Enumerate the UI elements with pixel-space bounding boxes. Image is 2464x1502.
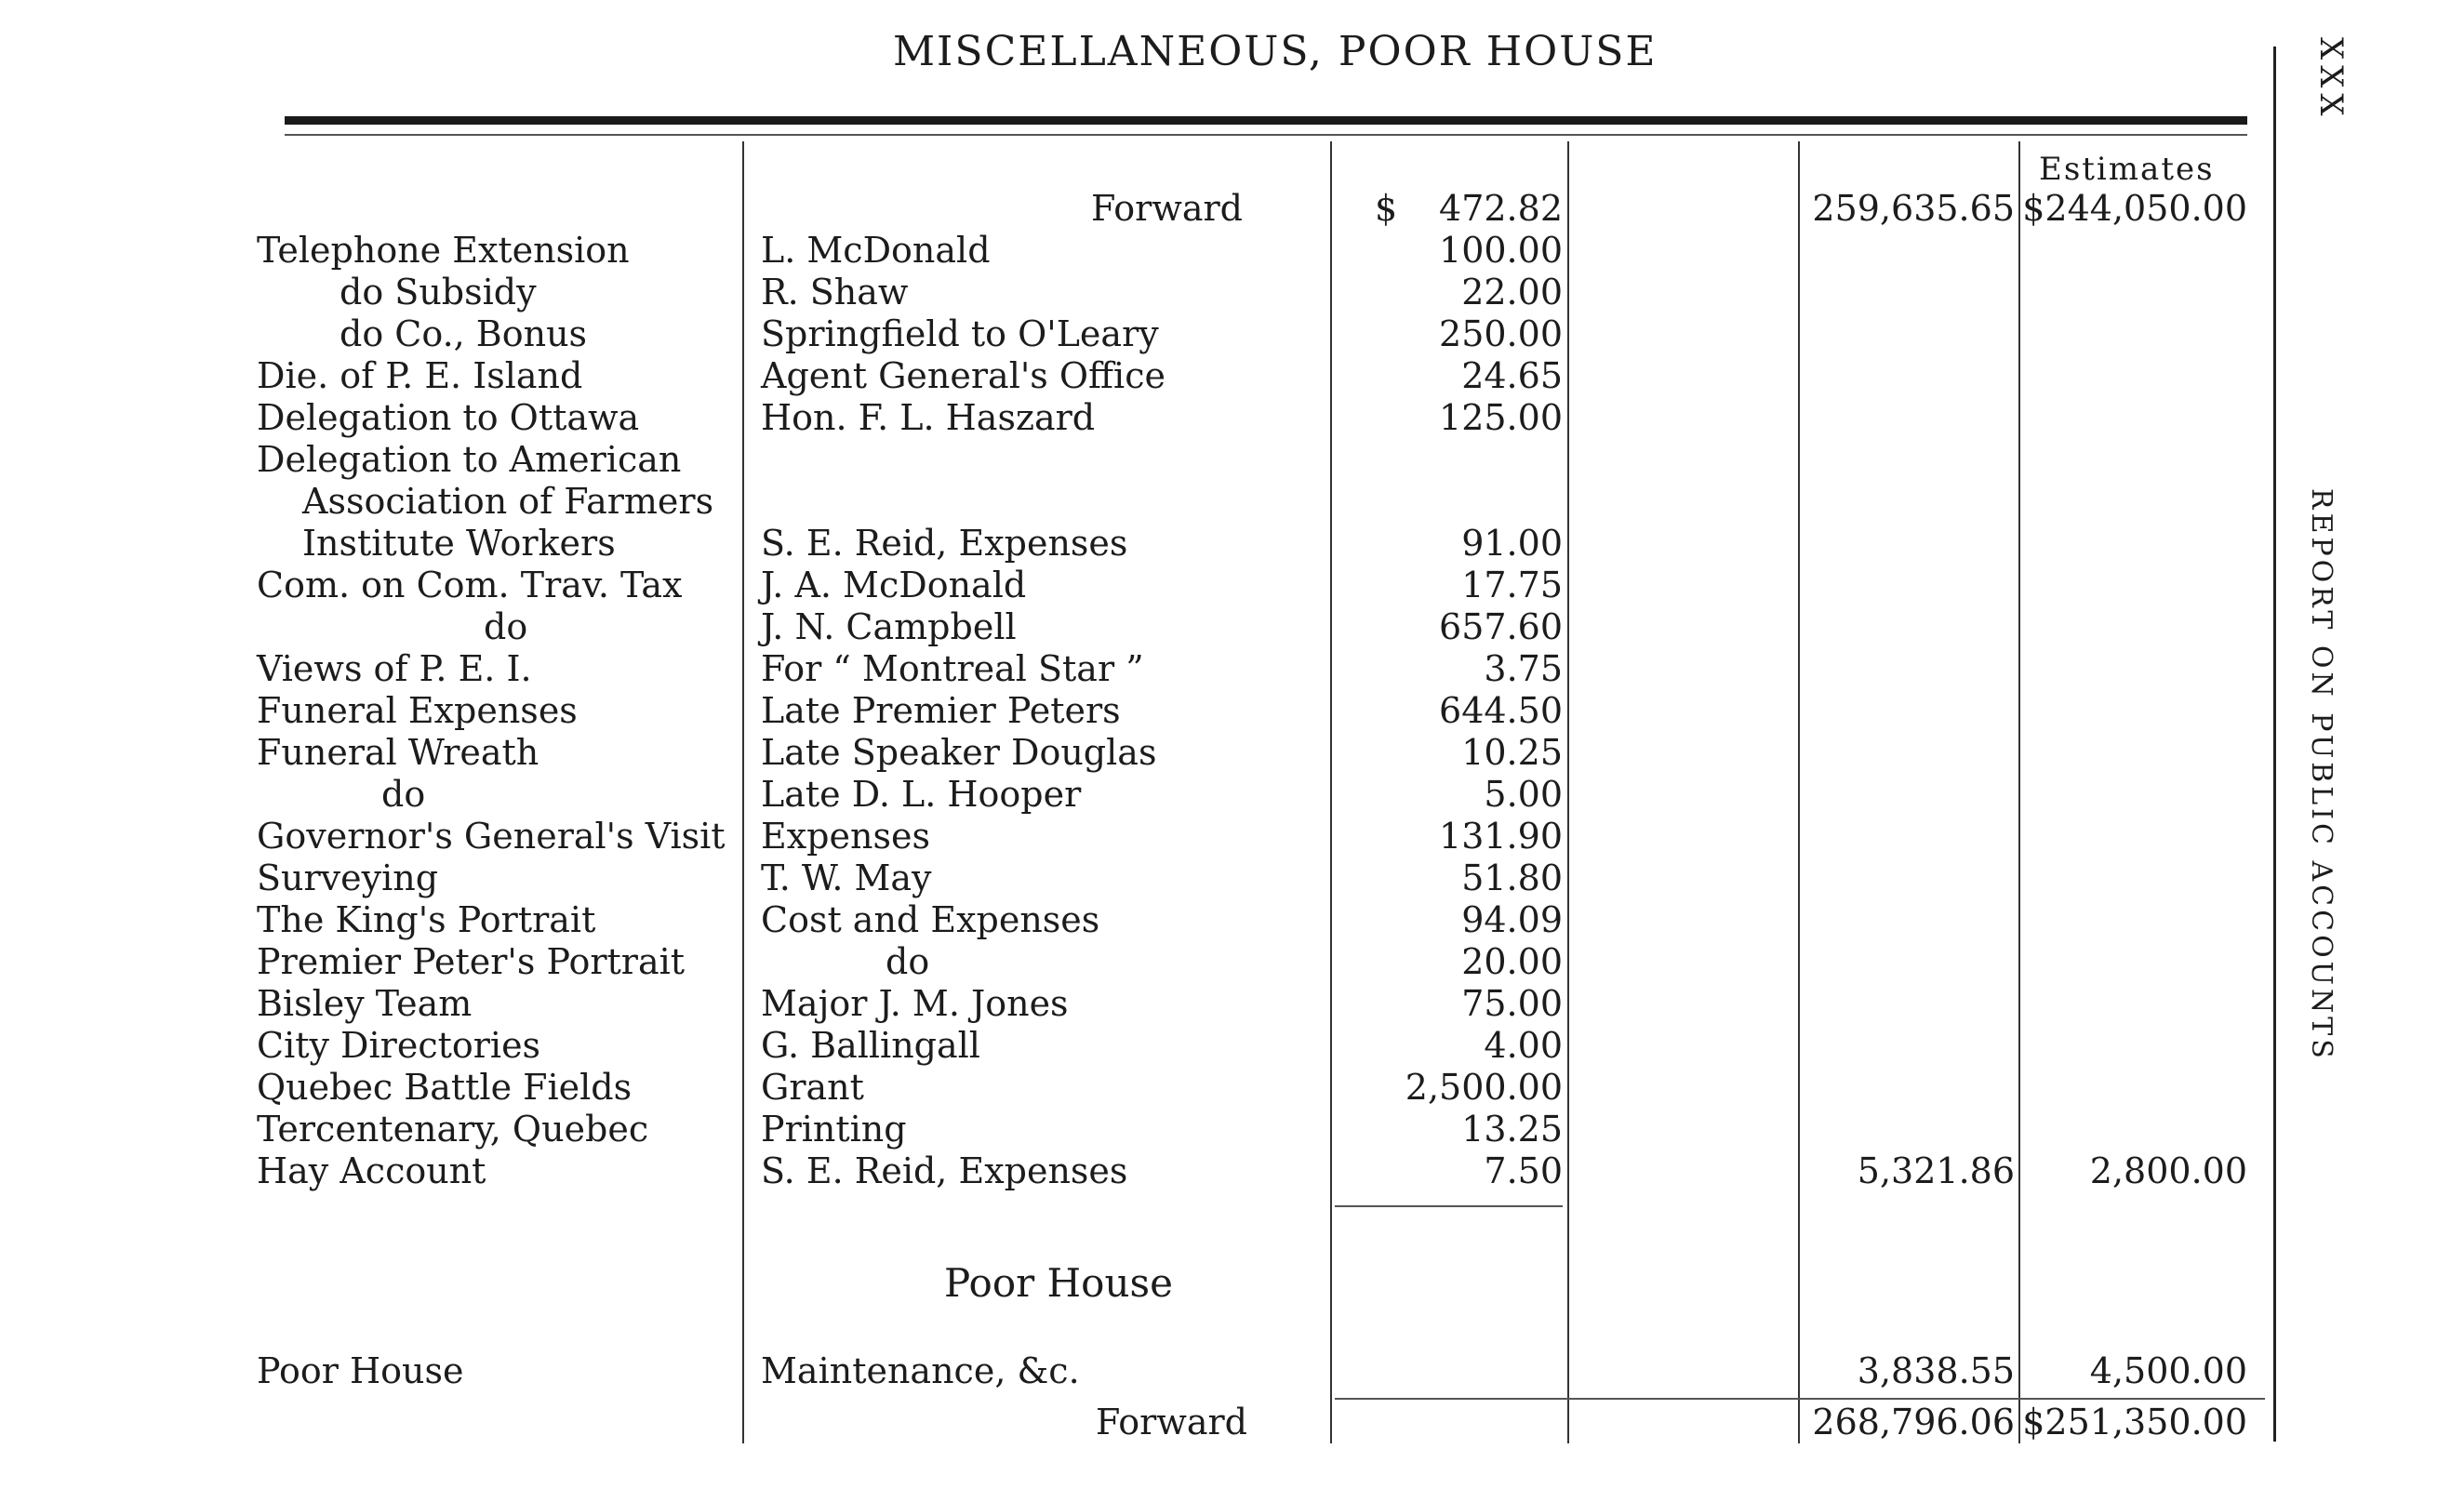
table-row — [0, 523, 2270, 565]
row-payee: Grant — [761, 1067, 864, 1108]
row-amount: 75.00 — [1461, 983, 1563, 1024]
row-amount: 100.00 — [1439, 230, 1563, 271]
row-item: do Co., Bonus — [340, 313, 588, 354]
forward-top-total: 259,635.65 — [1812, 188, 2015, 229]
row-payee: Agent General's Office — [761, 355, 1165, 396]
table-row — [0, 1067, 2270, 1109]
table-row — [0, 397, 2270, 439]
row-amount: 125.00 — [1439, 397, 1563, 438]
row-payee: Late Premier Peters — [761, 690, 1121, 731]
row-amount: 4.00 — [1484, 1025, 1563, 1066]
header-rule-thick — [285, 116, 2247, 125]
row-item: Delegation to Ottawa — [257, 397, 640, 438]
row-amount: 3.75 — [1484, 648, 1563, 689]
poor-house-estimate: 4,500.00 — [2089, 1350, 2247, 1391]
forward-bottom-row — [0, 1402, 2270, 1443]
row-item: Institute Workers — [302, 523, 616, 564]
subtotal-rule — [1335, 1205, 1563, 1207]
row-payee: Major J. M. Jones — [761, 983, 1069, 1024]
page-title: MISCELLANEOUS, POOR HOUSE — [893, 28, 1658, 75]
poor-house-item: Poor House — [257, 1350, 464, 1391]
estimates-header: Estimates — [2039, 151, 2215, 188]
total-rule — [1335, 1398, 2265, 1400]
row-payee: S. E. Reid, Expenses — [761, 1150, 1128, 1191]
table-row — [0, 774, 2270, 816]
table-row — [0, 606, 2270, 648]
row-payee: S. E. Reid, Expenses — [761, 523, 1128, 564]
table-row — [0, 1150, 2270, 1192]
row-payee: Late Speaker Douglas — [761, 732, 1157, 773]
row-amount: 657.60 — [1439, 606, 1563, 647]
row-item: Tercentenary, Quebec — [257, 1109, 649, 1150]
row-item: Quebec Battle Fields — [257, 1067, 633, 1108]
row-item: Views of P. E. I. — [257, 648, 532, 689]
table-row — [0, 565, 2270, 606]
table-row — [0, 899, 2270, 941]
poor-house-payee: Maintenance, &c. — [761, 1350, 1080, 1391]
row-item: Hay Account — [257, 1150, 486, 1191]
row-amount: 2,500.00 — [1405, 1067, 1563, 1108]
forward-bottom-total: 268,796.06 — [1812, 1402, 2015, 1442]
row-amount: 51.80 — [1461, 857, 1563, 898]
row-amount: 5.00 — [1484, 774, 1563, 815]
poor-house-row — [0, 1350, 2270, 1392]
row-payee: L. McDonald — [761, 230, 991, 271]
table-row — [0, 816, 2270, 857]
row-amount: 7.50 — [1484, 1150, 1563, 1191]
section-heading-poor-house: Poor House — [944, 1260, 1173, 1306]
row-item: City Directories — [257, 1025, 541, 1066]
row-payee: Printing — [761, 1109, 907, 1150]
row-payee: J. N. Campbell — [761, 606, 1017, 647]
row-amount: 94.09 — [1461, 899, 1563, 940]
row-payee: do — [886, 941, 930, 982]
row-item: Governor's General's Visit — [257, 816, 726, 857]
table-row — [0, 983, 2270, 1025]
row-amount: 250.00 — [1439, 313, 1563, 354]
row-payee: Expenses — [761, 816, 930, 857]
row-payee: Springfield to O'Leary — [761, 313, 1159, 354]
table-row — [0, 690, 2270, 732]
row-payee: G. Ballingall — [761, 1025, 980, 1066]
table-row — [0, 355, 2270, 397]
forward-top-label: Forward — [1091, 188, 1244, 229]
row-payee: For “ Montreal Star ” — [761, 648, 1144, 689]
table-row — [0, 1109, 2270, 1150]
row-amount: 17.75 — [1461, 565, 1563, 605]
row-payee: Hon. F. L. Haszard — [761, 397, 1096, 438]
side-rule — [2273, 47, 2276, 1442]
side-title: REPORT ON PUBLIC ACCOUNTS — [2305, 488, 2337, 1062]
table-row — [0, 1025, 2270, 1067]
row-estimate: 2,800.00 — [2089, 1150, 2247, 1191]
row-item: Telephone Extension — [257, 230, 630, 271]
row-payee: J. A. McDonald — [761, 565, 1027, 605]
forward-bottom-estimate: $251,350.00 — [2022, 1402, 2247, 1442]
row-amount: 644.50 — [1439, 690, 1563, 731]
row-amount: 131.90 — [1439, 816, 1563, 857]
row-amount: 91.00 — [1461, 523, 1563, 564]
row-amount: 22.00 — [1461, 272, 1563, 312]
table-row — [0, 272, 2270, 313]
row-item: do — [484, 606, 528, 647]
table-row — [0, 313, 2270, 355]
row-item: Funeral Wreath — [257, 732, 539, 773]
row-amount: 20.00 — [1461, 941, 1563, 982]
row-payee: R. Shaw — [761, 272, 909, 312]
row-item: Delegation to American — [257, 439, 682, 480]
table-row — [0, 732, 2270, 774]
forward-top-estimate: $244,050.00 — [2022, 188, 2247, 229]
row-amount: 10.25 — [1461, 732, 1563, 773]
forward-bottom-label: Forward — [1096, 1402, 1248, 1442]
row-item: The King's Portrait — [257, 899, 596, 940]
table-row — [0, 648, 2270, 690]
row-item: Association of Farmers — [302, 481, 714, 522]
forward-top-dollar: $ — [1375, 188, 1398, 229]
poor-house-total: 3,838.55 — [1857, 1350, 2015, 1391]
row-item: Surveying — [257, 857, 439, 898]
row-item: Com. on Com. Trav. Tax — [257, 565, 683, 605]
header-rule-thin — [285, 134, 2247, 136]
row-payee: Cost and Expenses — [761, 899, 1100, 940]
row-item: Funeral Expenses — [257, 690, 578, 731]
row-item: Bisley Team — [257, 983, 473, 1024]
row-amount: 13.25 — [1461, 1109, 1563, 1150]
row-payee: Late D. L. Hooper — [761, 774, 1082, 815]
table-row — [0, 941, 2270, 983]
forward-top-row — [0, 188, 2270, 230]
table-row — [0, 481, 2270, 523]
row-item: Die. of P. E. Island — [257, 355, 583, 396]
row-item: Premier Peter's Portrait — [257, 941, 686, 982]
table-row — [0, 230, 2270, 272]
table-row — [0, 439, 2270, 481]
row-payee: T. W. May — [761, 857, 932, 898]
row-item: do Subsidy — [340, 272, 537, 312]
table-row — [0, 857, 2270, 899]
row-item: do — [381, 774, 426, 815]
forward-top-amount: 472.82 — [1439, 188, 1563, 229]
row-total: 5,321.86 — [1857, 1150, 2015, 1191]
page-number: XXX — [2312, 37, 2350, 122]
row-amount: 24.65 — [1461, 355, 1563, 396]
